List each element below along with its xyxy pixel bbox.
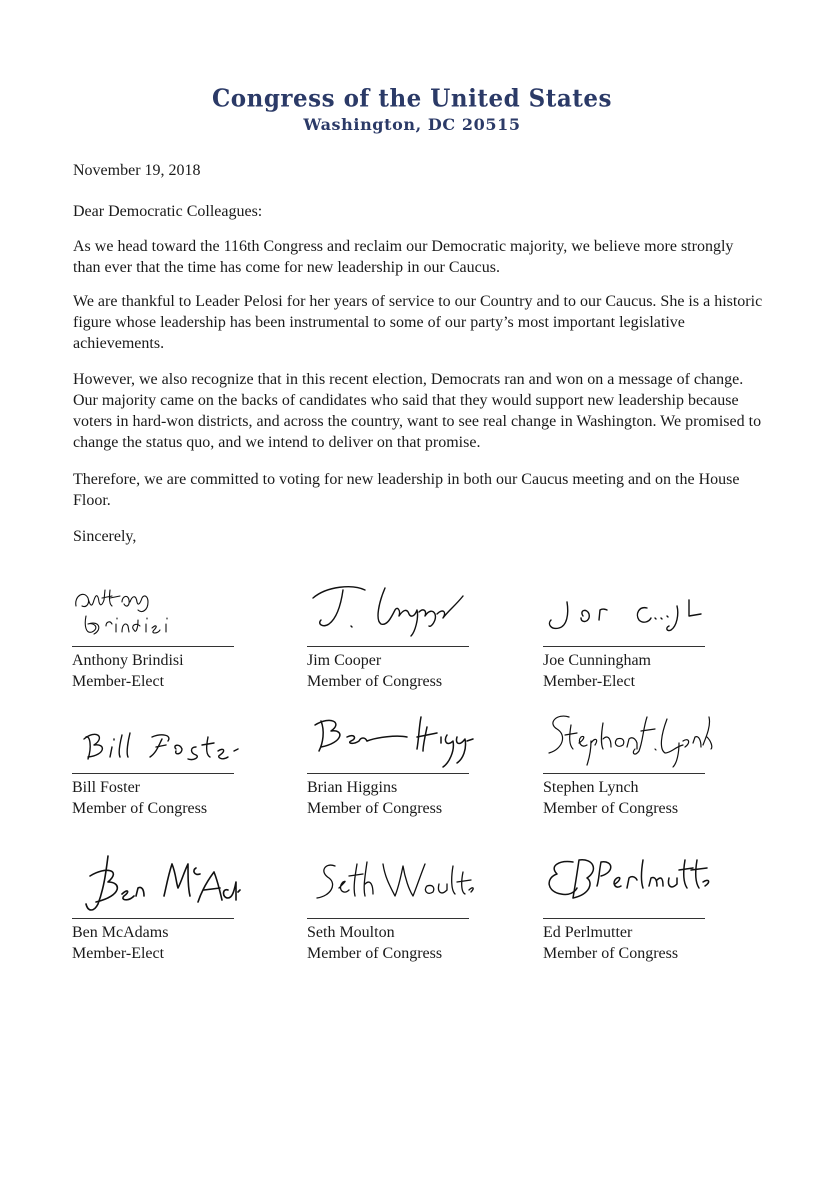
letter-paragraph-4: Therefore, we are committed to voting for new leadership in both our Caucus meeting and on the House Floor. [73,471,740,509]
signature-line [543,918,705,919]
letterhead [0,84,824,136]
signature-block-higgins [307,707,477,819]
signatory-role: Member of Congress [307,800,443,817]
letter-closing: Sincerely, [73,528,137,545]
signature-line [72,918,234,919]
signatory-name: Stephen Lynch [543,779,639,796]
signatory-role: Member-Elect [72,945,165,962]
signature-block-cunningham [543,580,713,692]
signatory-name: Ben McAdams [72,924,169,941]
signatory-name: Joe Cunningham [543,652,651,669]
signature-block-lynch [543,707,713,819]
signature-block-brindisi [72,580,242,692]
signatory-role: Member of Congress [543,800,679,817]
signature-line [307,918,469,919]
letter-salutation: Dear Democratic Colleagues: [73,203,263,220]
signature-line [307,646,469,647]
letter-date: November 19, 2018 [73,162,201,179]
letterhead-subtitle: Washington, DC 20515 [303,115,521,134]
signatory-name: Bill Foster [72,779,141,796]
handwritten-signature-moulton [307,852,477,918]
letter-paragraph-3: However, we also recognize that in this recent election, Democrats ran and won on a message of change. Our majority came on the backs of candidates who said that they would support new leadership because voters in hard-won districts, and across the country, want to see real change in Washington. We promised to change the status quo, and we intend to deliver on that promise. [73,371,762,451]
handwritten-signature-foster [72,707,242,773]
handwritten-signature-lynch [543,707,713,773]
signature-block-moulton [307,852,477,964]
handwritten-signature-higgins [307,707,477,773]
letter-paragraph-1: As we head toward the 116th Congress and reclaim our Democratic majority, we believe more strongly than ever that the time has come for new leadership in our Caucus. [73,238,734,276]
letter-paragraph-2: We are thankful to Leader Pelosi for her years of service to our Country and to our Caucus. She is a historic figure whose leadership has been instrumental to some of our party’s most important legislative achievements. [73,293,763,352]
signature-line [543,646,705,647]
signature-block-perlmutter [543,852,713,964]
signatory-name: Brian Higgins [307,779,398,796]
signatory-role: Member of Congress [307,945,443,962]
signatory-role: Member of Congress [72,800,208,817]
signature-line [307,773,469,774]
signatory-name: Jim Cooper [307,652,382,669]
signature-line [72,646,234,647]
signatory-role: Member of Congress [543,945,679,962]
signature-line [543,773,705,774]
signature-block-foster [72,707,242,819]
signatory-name: Anthony Brindisi [72,652,184,669]
signatory-name: Ed Perlmutter [543,924,633,941]
signature-block-cooper [307,580,477,692]
signature-block-mcadams [72,852,242,964]
signatory-name: Seth Moulton [307,924,395,941]
handwritten-signature-perlmutter [543,852,713,918]
handwritten-signature-brindisi [72,580,242,646]
handwritten-signature-cunningham [543,580,713,646]
handwritten-signature-mcadams [72,852,242,918]
signature-line [72,773,234,774]
handwritten-signature-cooper [307,580,477,646]
signatory-role: Member of Congress [307,673,443,690]
letterhead-title: Congress of the United States [211,84,613,113]
signatory-role: Member-Elect [543,673,636,690]
signatory-role: Member-Elect [72,673,165,690]
